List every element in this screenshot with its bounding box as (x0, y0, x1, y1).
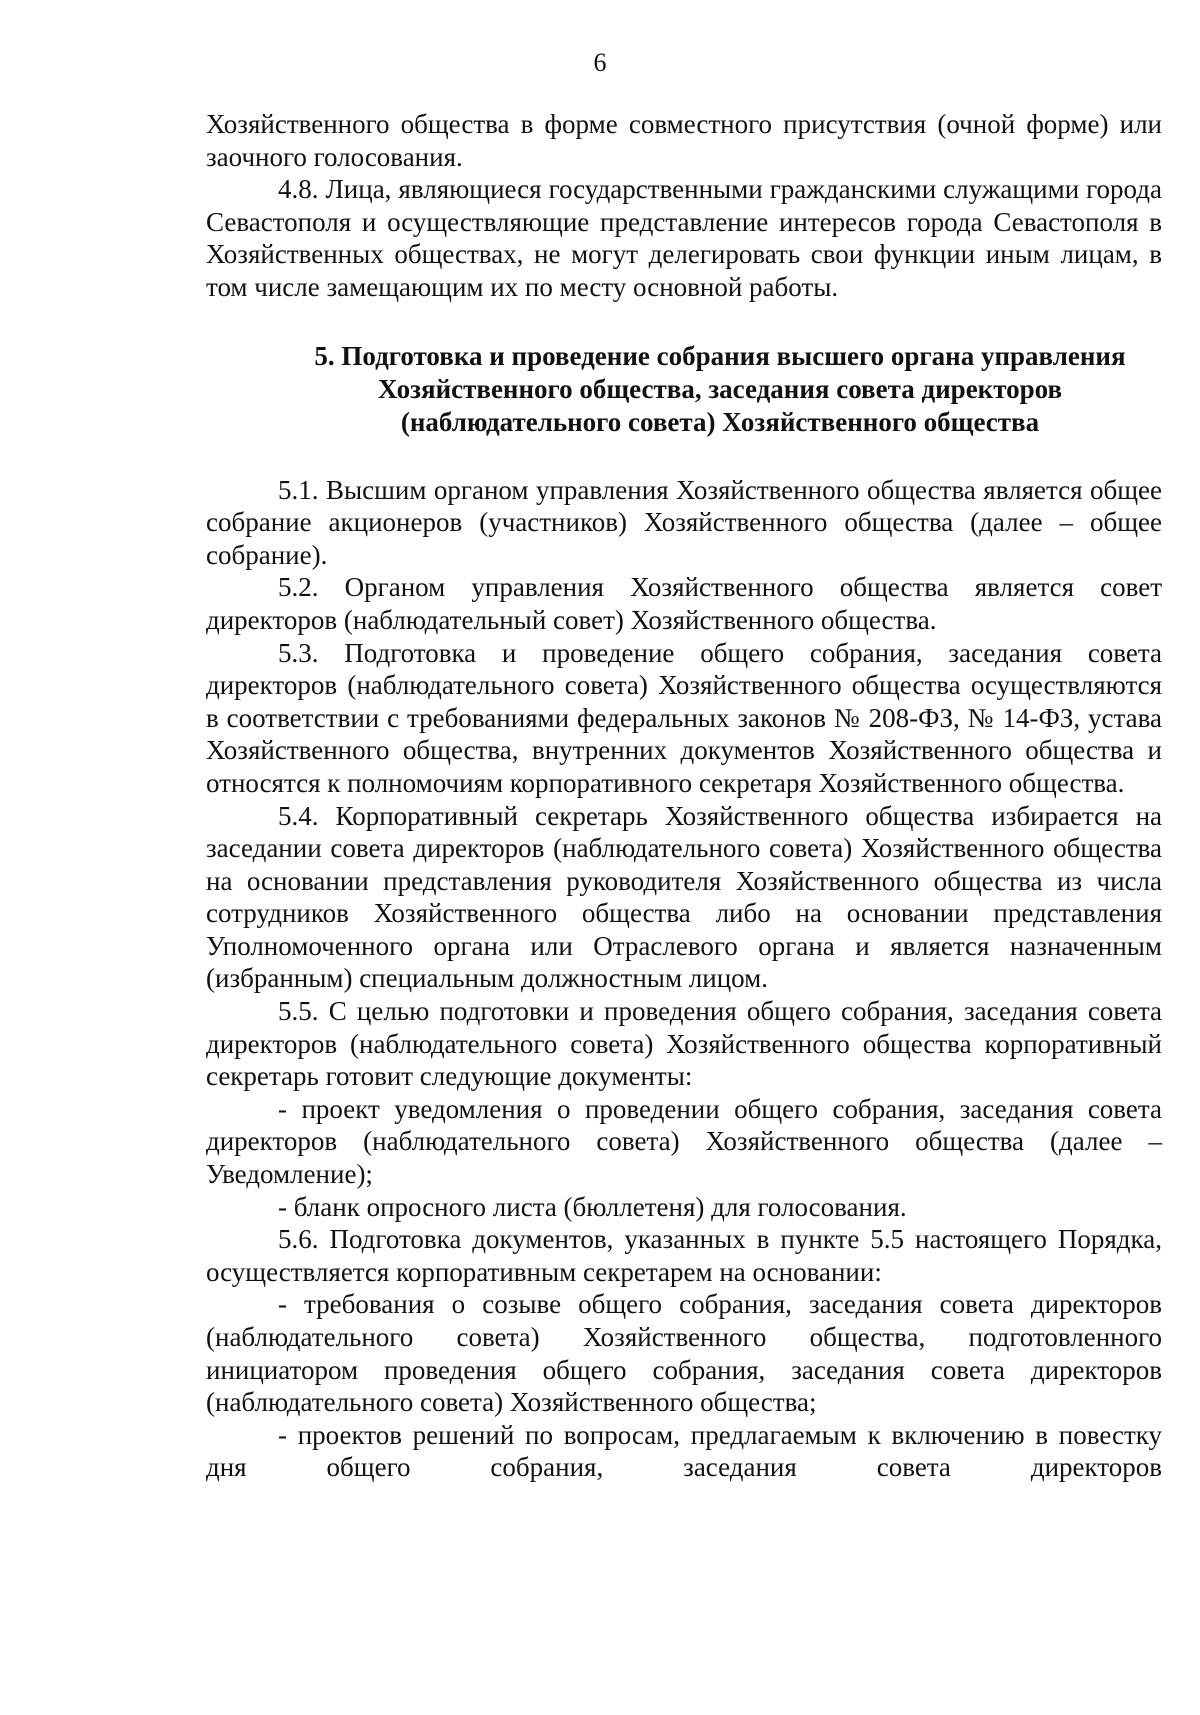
paragraph-5-3: 5.3. Подготовка и проведение общего собрания, заседания совета директоров (наблюдательного совета) Хозяйственного общества осуществляются в соответствии с требованиями федеральных законов № 208-ФЗ, № 14-ФЗ, устава Хозяйственного общества, внутренних документов Хозяйственного общества и относятся к полномочиям корпоративного секретаря Хозяйственного общества. (206, 637, 1162, 798)
list-item-draft-decisions: - проектов решений по вопросам, предлагаемым к включению в повестку дня общего собрания, заседания совета директоров (206, 1419, 1162, 1483)
paragraph-5-1: 5.1. Высшим органом управления Хозяйственного общества является общее собрание акционеров (участников) Хозяйственного общества (далее – общее собрание). (206, 474, 1162, 570)
list-item-notice-draft: - проект уведомления о проведении общего собрания, заседания совета директоров (наблюдательного совета) Хозяйственного общества (далее – Уведомление); (206, 1093, 1162, 1190)
list-item-ballot-form: - бланк опросного листа (бюллетеня) для голосования. (278, 1191, 907, 1222)
section-heading-line-3: (наблюдательного совета) Хозяйственного общества (400, 406, 1040, 437)
section-heading-line-2: Хозяйственного общества, заседания совета директоров (377, 373, 1063, 404)
section-heading-line-1: 5. Подготовка и проведение собрания высшего органа управления (314, 340, 1126, 371)
list-item-convocation-request: - требования о созыве общего собрания, заседания совета директоров (наблюдательного совета) Хозяйственного общества, подготовленного инициатором проведения общего собрания, заседания совета директоров (наблюдательного совета) Хозяйственного общества; (206, 1289, 1162, 1418)
page-number: 6 (593, 48, 607, 77)
paragraph-continuation: Хозяйственного общества в форме совместного присутствия (очной форме) или заочного голосования. (206, 109, 1162, 172)
section-5-heading (206, 340, 1162, 439)
document-body (206, 108, 1162, 1484)
paragraph-5-5: 5.5. С целью подготовки и проведения общего собрания, заседания совета директоров (наблюдательного совета) Хозяйственного общества корпоративный секретарь готовит следующие документы: (206, 996, 1162, 1092)
paragraph-4-8: 4.8. Лица, являющиеся государственными гражданскими служащими города Севастополя и осуществляющие представление интересов города Севастополя в Хозяйственных обществах, не могут делегировать свои функции иным лицам, в том числе замещающим их по месту основной работы. (206, 174, 1162, 302)
paragraph-5-6: 5.6. Подготовка документов, указанных в пункте 5.5 настоящего Порядка, осуществляется корпоративным секретарем на основании: (206, 1224, 1162, 1287)
paragraph-5-4: 5.4. Корпоративный секретарь Хозяйственного общества избирается на заседании совета директоров (наблюдательного совета) Хозяйственного общества на основании представления руководителя Хозяйственного общества из числа сотрудников Хозяйственного общества либо на основании представления Уполномоченного органа или Отраслевого органа и является назначенным (избранным) специальным должностным лицом. (206, 800, 1162, 994)
paragraph-5-2: 5.2. Органом управления Хозяйственного общества является совет директоров (наблюдательный совет) Хозяйственного общества. (206, 572, 1162, 635)
